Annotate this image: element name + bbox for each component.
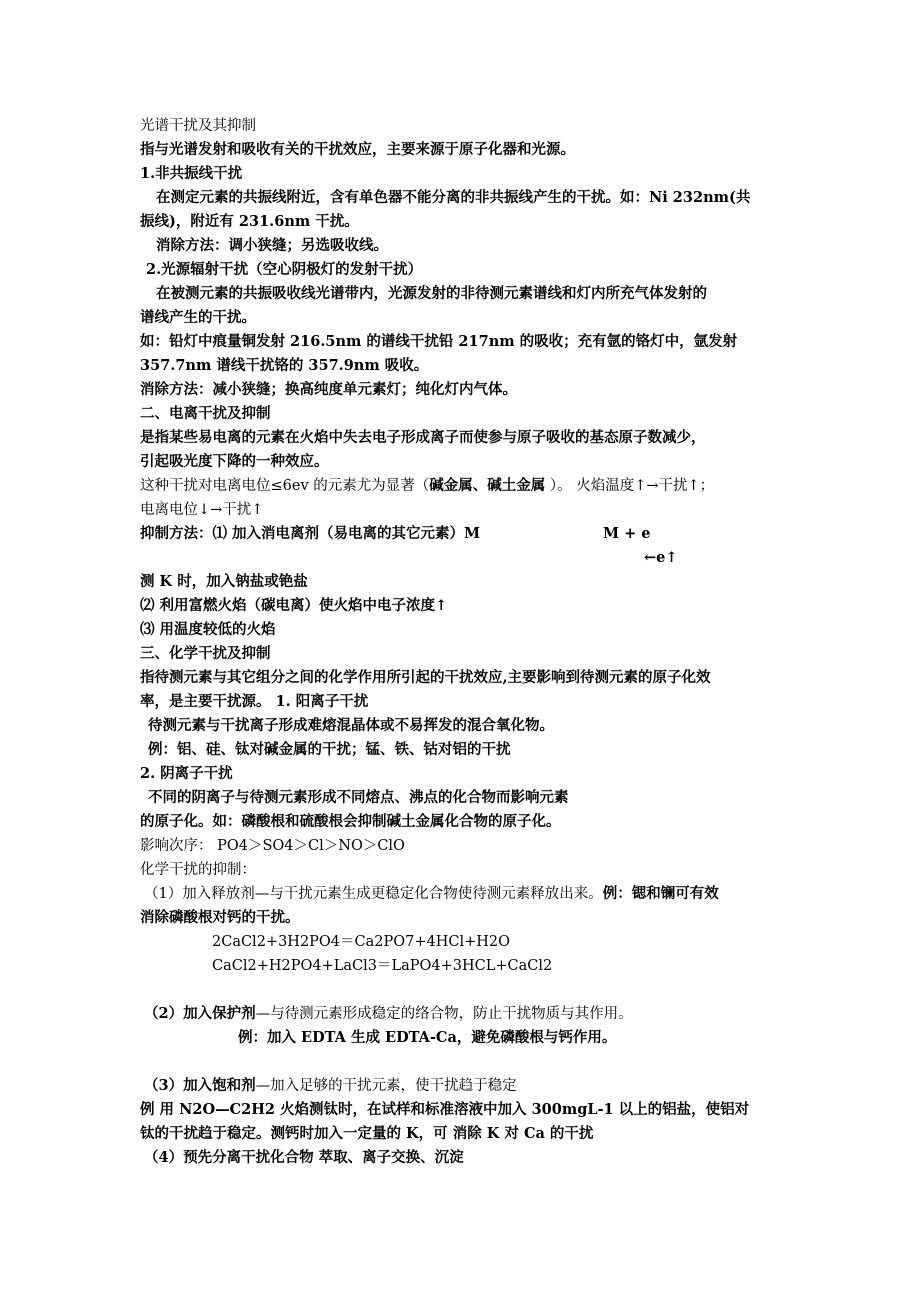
paragraph-line bbox=[140, 476, 810, 496]
subheading-light-source: 2.光源辐射干扰（空心阴极灯的发射干扰） bbox=[146, 261, 423, 278]
paragraph-line: 抑制方法：⑴ 加入消电离剂（易电离的其它元素）M bbox=[140, 525, 481, 542]
text-run: —加入足够的干扰元素，使干扰趋于稳定 bbox=[255, 1078, 517, 1094]
equation-reverse-arrow: ←e↑ bbox=[644, 549, 678, 566]
paragraph-line: 消除方法：调小狭缝；另选吸收线。 bbox=[156, 237, 388, 254]
paragraph-line bbox=[144, 1076, 792, 1096]
paragraph-line: ⑶ 用温度较低的火焰 bbox=[140, 621, 276, 638]
text-run-bold: 碱金属、碱土金属 bbox=[429, 477, 546, 494]
equation-product: M + e bbox=[603, 525, 651, 542]
paragraph-line: 钛的干扰趋于稳定。测钙时加入一定量的 K，可 消除 K 对 Ca 的干扰 bbox=[140, 1125, 594, 1142]
paragraph-line: 消除方法：减小狭缝；换高纯度单元素灯；纯化灯内气体。 bbox=[140, 381, 517, 398]
paragraph-line: 消除磷酸根对钙的干扰。 bbox=[140, 909, 300, 926]
paragraph-line: 待测元素与干扰离子形成难熔混晶体或不易挥发的混合氧化物。 bbox=[148, 717, 554, 734]
paragraph-line: 357.7nm 谱线干扰铬的 357.9nm 吸收。 bbox=[140, 357, 429, 374]
paragraph-line: 影响次序： PO4＞SO4＞Cl＞NO＞ClO bbox=[140, 838, 405, 854]
paragraph-line: 谱线产生的干扰。 bbox=[140, 309, 256, 326]
paragraph-line: 的原子化。如：磷酸根和硫酸根会抑制碱土金属化合物的原子化。 bbox=[140, 813, 561, 830]
paragraph-line: 如：铅灯中痕量铜发射 216.5nm 的谱线干扰铅 217nm 的吸收；充有氩的铬灯中，氩发射 bbox=[140, 333, 738, 350]
subheading-nonresonance: 1.非共振线干扰 bbox=[140, 165, 243, 182]
subheading-anion: 2. 阴离子干扰 bbox=[140, 765, 233, 782]
paragraph-line: 在被测元素的共振吸收线光谱带内，光源发射的非待测元素谱线和灯内所充气体发射的 bbox=[156, 285, 707, 302]
text-run: —与待测元素形成稳定的络合物，防止干扰物质与其作用。 bbox=[255, 1006, 633, 1022]
paragraph-line bbox=[144, 1004, 792, 1024]
paragraph-line: 不同的阴离子与待测元素形成不同熔点、沸点的化合物而影响元素 bbox=[148, 789, 569, 806]
paragraph-line: 化学干扰的抑制： bbox=[140, 862, 256, 878]
text-run: （1）加入释放剂—与干扰元素生成更稳定化合物使待测元素释放出来。 bbox=[144, 886, 603, 902]
paragraph-line: 是指某些易电离的元素在火焰中失去电子形成离子而使参与原子吸收的基态原子数减少， bbox=[140, 429, 706, 446]
paragraph-line: 测 K 时，加入钠盐或铯盐 bbox=[140, 573, 308, 590]
text-run-bold: （3）加入饱和剂 bbox=[144, 1077, 256, 1094]
paragraph-line: 指待测元素与其它组分之间的化学作用所引起的干扰效应,主要影响到待测元素的原子化效 bbox=[140, 669, 711, 686]
paragraph-line: 例 用 N2O—C2H2 火焰测钛时，在试样和标准溶液中加入 300mgL-1 以上的铝盐，使铝对 bbox=[140, 1101, 750, 1118]
paragraph-line: 振线)，附近有 231.6nm 干扰。 bbox=[140, 213, 359, 230]
section-heading-ionization: 二、电离干扰及抑制 bbox=[140, 405, 271, 422]
paragraph-line: 在测定元素的共振线附近，含有单色器不能分离的非共振线产生的干扰。如：Ni 232nm(共 bbox=[156, 189, 751, 206]
section-heading-spectral-interference: 光谱干扰及其抑制 bbox=[140, 118, 256, 134]
equation-line: 2CaCl2+3H2PO4＝Ca2PO7+4HCl+H2O bbox=[212, 934, 511, 950]
paragraph-line bbox=[144, 884, 800, 904]
paragraph-line: 电离电位↓→干扰↑ bbox=[140, 502, 264, 518]
text-run: 这种干扰对电离电位≤6ev 的元素尤为显著（ bbox=[140, 478, 430, 494]
paragraph-line: 指与光谱发射和吸收有关的干扰效应，主要来源于原子化器和光源。 bbox=[140, 141, 575, 158]
text-run-bold: （2）加入保护剂 bbox=[144, 1005, 256, 1022]
paragraph-line: 例：铝、硅、钛对碱金属的干扰；锰、铁、钴对铝的干扰 bbox=[148, 741, 511, 758]
equation-line: CaCl2+H2PO4+LaCl3＝LaPO4+3HCL+CaCl2 bbox=[212, 958, 553, 974]
paragraph-line: 率，是主要干扰源。 1. 阳离子干扰 bbox=[140, 693, 369, 710]
section-heading-chemical: 三、化学干扰及抑制 bbox=[140, 645, 271, 662]
paragraph-line: ⑵ 利用富燃火焰（碳电离）使火焰中电子浓度↑ bbox=[140, 597, 448, 614]
paragraph-line: 例：加入 EDTA 生成 EDTA-Ca，避免磷酸根与钙作用。 bbox=[238, 1029, 617, 1046]
paragraph-line: （4）预先分离干扰化合物 萃取、离子交换、沉淀 bbox=[144, 1149, 464, 1166]
text-run: ）。 火焰温度↑→干扰↑； bbox=[545, 478, 715, 494]
text-run-bold: 例：锶和镧可有效 bbox=[602, 885, 719, 902]
paragraph-line: 引起吸光度下降的一种效应。 bbox=[140, 453, 329, 470]
